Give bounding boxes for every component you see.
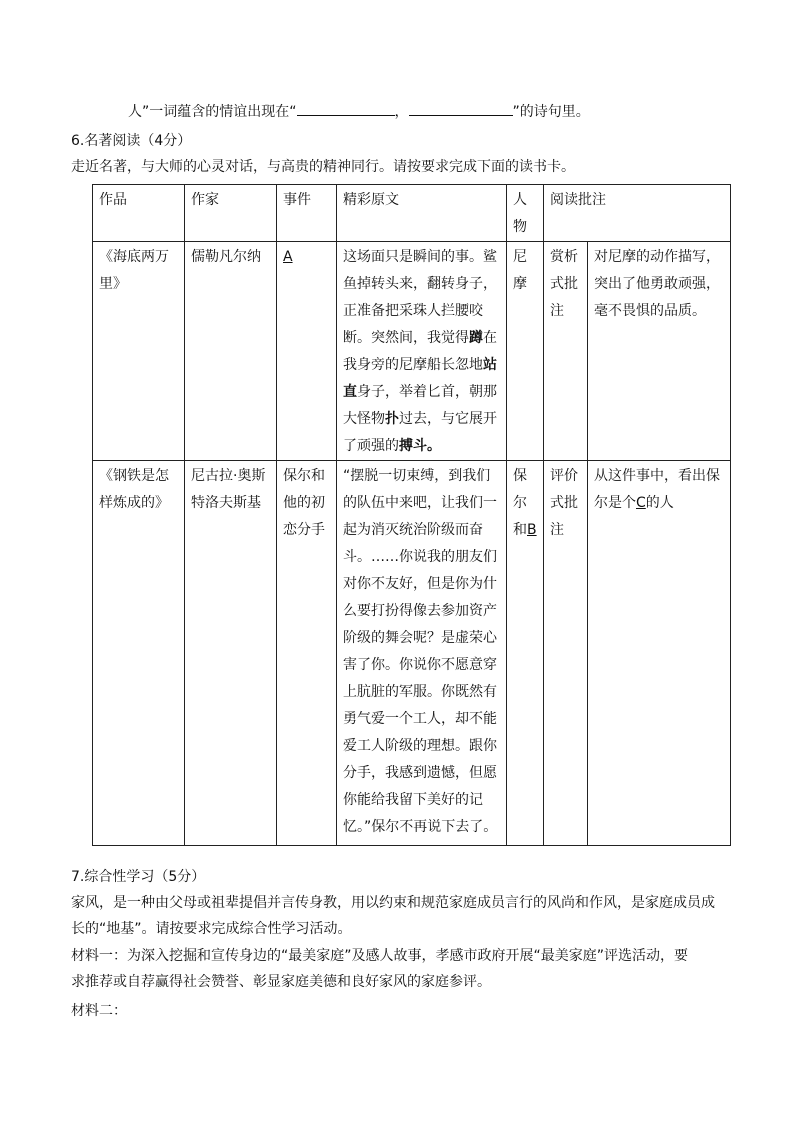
- cell-person: 尼摩: [507, 242, 544, 461]
- cell-author: 尼古拉·奥斯特洛夫斯基: [185, 461, 277, 846]
- header-person: 人物: [507, 185, 544, 242]
- q7-para1-line1: 家风，是一种由父母或祖辈提倡并言传身教，用以约束和规范家庭成员言行的风尚和作风，是家庭成员成: [71, 895, 715, 911]
- cell-excerpt: “摆脱一切束缚，到我们的队伍中来吧，让我们一起为消灭统治阶级而奋斗。……你说我的朋友们对你不友好，但是你为什么要打扮得像去参加资产阶级的舞会呢？是虚荣心害了你。你说你不愿意穿上肮脏的军服。你既然有勇气爱一个工人，却不能爱工人阶级的理想。跟你分手，我感到遗憾，但愿你能给我留下美好的记忆。”保尔不再说下去了。: [337, 461, 507, 846]
- table-row: [93, 461, 731, 846]
- header-excerpt: 精彩原文: [337, 185, 507, 242]
- excerpt-text: 这场面只是瞬间的事。鲨鱼掉转头来，翻转身子，正准备把采珠人拦腰咬断。突然间，我觉得: [343, 249, 497, 346]
- keyword-bold: 搏斗: [399, 438, 427, 454]
- material-one-line2: 求推荐或自荐赢得社会赞誉、彰显家庭美德和良好家风的家庭参评。: [71, 974, 491, 990]
- material-two-label: 材料二：: [71, 1003, 127, 1019]
- q5-suffix: ”的诗句里。: [512, 104, 590, 120]
- excerpt-text: 。: [427, 438, 441, 454]
- q5-fill-line: [128, 101, 590, 121]
- blank-c-label[interactable]: C: [636, 495, 646, 511]
- answer-blank-2[interactable]: [409, 101, 513, 116]
- excerpt-text: 在我身旁的尼摩船长忽地: [343, 330, 497, 373]
- cell-excerpt: [337, 242, 507, 461]
- header-author: 作家: [185, 185, 277, 242]
- material-one-line1: 材料一：为深入挖掘和宣传身边的“最美家庭”及感人故事，孝感市政府开展“最美家庭”评选活动，要: [71, 948, 689, 964]
- answer-blank-1[interactable]: [297, 101, 395, 116]
- header-work: 作品: [93, 185, 185, 242]
- person-text: 保尔和: [513, 468, 527, 538]
- table-header-row: [93, 185, 731, 242]
- q6-title: 6.名著阅读（4分）: [71, 133, 192, 149]
- cell-event-blank-a[interactable]: [277, 242, 337, 461]
- header-event: 事件: [277, 185, 337, 242]
- keyword-bold: 站直: [343, 357, 497, 400]
- cell-work: 《海底两万里》: [93, 242, 185, 461]
- cell-work: 《钢铁是怎样炼成的》: [93, 461, 185, 846]
- blank-b-label[interactable]: B: [527, 522, 537, 538]
- keyword-bold: 蹲: [469, 330, 483, 346]
- q5-comma: ，: [394, 104, 409, 120]
- excerpt-text: 过去，与它展开了顽强的: [343, 411, 497, 454]
- q6-intro: 走近名著，与大师的心灵对话，与高贵的精神同行。请按要求完成下面的读书卡。: [71, 159, 575, 175]
- q5-prefix: 人”一词蕴含的情谊出现在“: [128, 104, 297, 120]
- q7-title: 7.综合性学习（5分）: [71, 869, 206, 885]
- cell-note-type: 评价式批注: [544, 461, 588, 846]
- note-text: 的人: [645, 495, 674, 511]
- blank-a-label: A: [283, 249, 293, 265]
- table-row: [93, 242, 731, 461]
- excerpt-text: 身子，举着匕首，朝那大怪物: [343, 384, 497, 427]
- cell-note-type: 赏析式批注: [544, 242, 588, 461]
- header-note: 阅读批注: [544, 185, 731, 242]
- keyword-bold: 扑: [385, 411, 399, 427]
- note-text: 从这件事中，看出保尔是个: [594, 468, 720, 511]
- cell-event: 保尔和他的初恋分手: [277, 461, 337, 846]
- cell-person: [507, 461, 544, 846]
- cell-note: [588, 461, 731, 846]
- reading-card-table: [92, 184, 731, 846]
- q7-para1-line2: 长的“地基”。请按要求完成综合性学习活动。: [71, 921, 352, 937]
- cell-author: 儒勒凡尔纳: [185, 242, 277, 461]
- cell-note: 对尼摩的动作描写，突出了他勇敢顽强，毫不畏惧的品质。: [588, 242, 731, 461]
